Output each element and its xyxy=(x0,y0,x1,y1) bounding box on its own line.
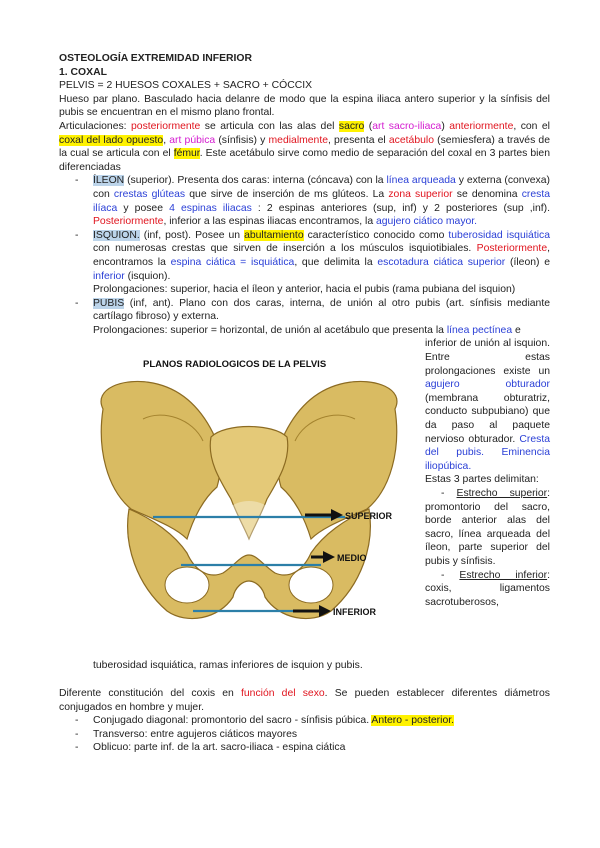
isquion-item: - ISQUION. (inf, post). Posee un abultamiento característico conocido como tuberosidad isquiática con numerosas crestas que sirven de inserción a los músculos isquiotibiales. Posteriormente, encontramos la espina ciática = isquiática, que delimita la escotadura ciática superior (íleon) e inferior (isquion). xyxy=(75,229,550,282)
label-inferior: INFERIOR xyxy=(333,607,377,618)
articulaciones-paragraph: Articulaciones: posteriormente se articula con las alas del sacro (art sacro-iliaca) anteriormente, con el coxal del lado opuesto, art púbica (sínfisis) y medialmente, presenta el acetábulo (semiesfera) a través de la cual se articula con el fémur. Este acetábulo sirve como medio de separación del coxal en 3 partes bien diferenciadas xyxy=(59,120,550,173)
figure-title: PLANOS RADIOLOGICOS DE LA PELVIS xyxy=(143,359,327,371)
diametro-conjugado: - Conjugado diagonal: promontorio del sacro - sínfisis púbica. Antero - posterior. xyxy=(75,715,454,727)
side-column: inferior de unión al isquion. Entre estas prolongaciones existe un agujero obturador (membrana obturatriz, conducto subpubiano) que da paso al paquete nervioso obturador. Cresta del pubis. Eminencia iliopúbica. Estas 3 partes delimitan: - Estrecho superior: promontorio del sacro, borde anterior alas del sacro, línea arqueada del íleon, parte superior del pubis y sínfisis. - Estrecho inferior: coxis, ligamentos sacrotuberosos, xyxy=(425,338,550,608)
pubis-item: - PUBIS (inf, ant). Plano con dos caras, interna, de unión al otro pubis (art. sínfisis mediante cartílago fibroso) y externa. xyxy=(75,297,550,323)
pubis-prolongaciones: Prolongaciones: superior = horizontal, de unión al acetábulo que presenta la línea pectínea e xyxy=(93,324,521,336)
document-page xyxy=(59,52,550,755)
pelvis-figure xyxy=(83,349,415,639)
coxis-paragraph: Diferente constitución del coxis en función del sexo. Se pueden establecer diferentes diámetros conjugados en hombre y mujer. xyxy=(59,688,550,713)
label-superior: SUPERIOR xyxy=(345,511,393,522)
estrecho-inferior-continuation: tuberosidad isquiática, ramas inferiores de isquion y pubis. xyxy=(93,660,363,672)
ileon-item: - ÍLEON (superior). Presenta dos caras: interna (cóncava) con la línea arqueada y externa (convexa) con crestas glúteas que sirve de inserción de ms glúteos. La zona superior se denomina cresta ilíaca y posee 4 espinas iliacas : 2 espinas anteriores (sup, inf) y 2 posteriores (sup ,inf). Posteriormente, inferior a las espinas iliacas encontramos, la agujero ciático mayor. xyxy=(75,175,550,228)
pelvis-formula: PELVIS = 2 HUESOS COXALES + SACRO + CÓCCIX xyxy=(59,80,313,92)
intro-paragraph: Hueso par plano. Basculado hacia delanre de modo que la espina iliaca antero superior y la sínfisis del pubis se encuentran en el mismo plano frontal. xyxy=(59,93,550,119)
section-heading: 1. COXAL xyxy=(59,66,107,78)
label-medio: MEDIO xyxy=(337,553,367,564)
isquion-prolongaciones: Prolongaciones: superior, hacia el íleon y anterior, hacia el pubis (rama pubiana del isquion) xyxy=(93,284,516,296)
diametro-transverso: - Transverso: entre agujeros ciáticos mayores xyxy=(75,728,298,740)
delimitan-line: Estas 3 partes delimitan: xyxy=(425,474,539,486)
estrecho-superior-item: - Estrecho superior: promontorio del sacro, borde anterior alas del sacro, línea arqueada del íleon, parte superior del pubis y sínfisis. xyxy=(425,488,550,567)
figure-section xyxy=(59,337,550,659)
doc-title: OSTEOLOGÍA EXTREMIDAD INFERIOR xyxy=(59,53,253,64)
estrecho-inferior-item: - Estrecho inferior: coxis, ligamentos sacrotuberosos, xyxy=(425,569,550,608)
diametro-oblicuo: - Oblicuo: parte inf. de la art. sacro-iliaca - espina ciática xyxy=(75,742,346,754)
